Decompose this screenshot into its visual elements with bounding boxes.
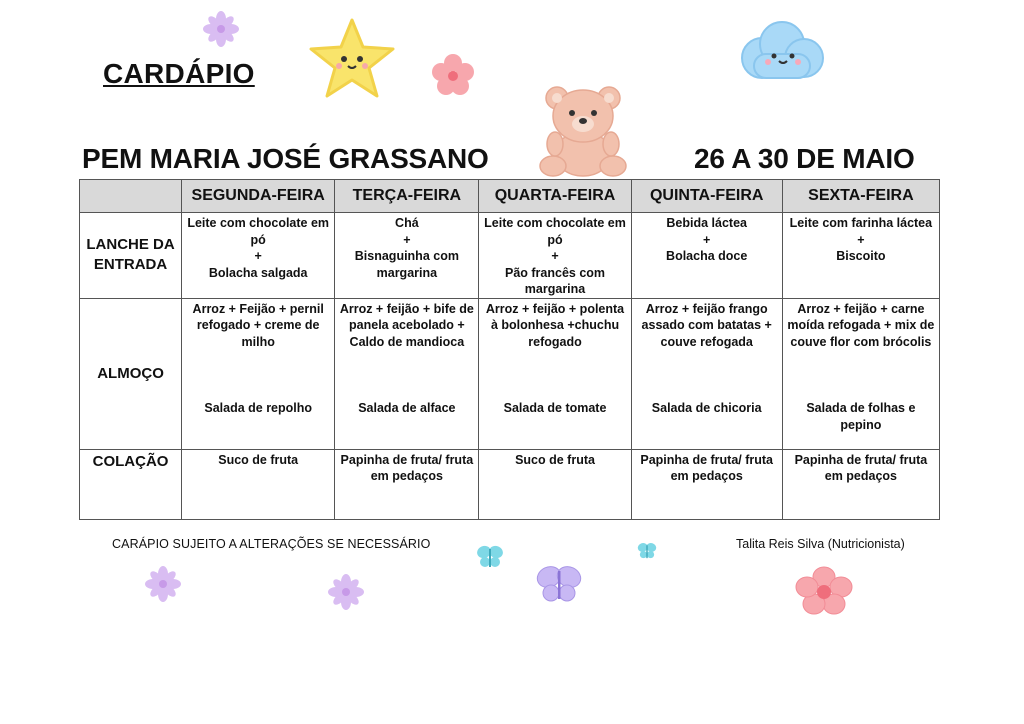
row-label: LANCHE DA ENTRADA	[80, 213, 182, 299]
flower-icon	[795, 566, 853, 616]
date-range: 26 A 30 DE MAIO	[694, 143, 915, 174]
row-label: ALMOÇO	[80, 298, 182, 449]
day-header: TERÇA-FEIRA	[335, 180, 479, 213]
menu-cell: Papinha de fruta/ fruta em pedaços	[335, 449, 479, 519]
menu-cell: Arroz + feijão + carne moída refogada + mix de couve flor com brócolis Salada de folhas e pepino	[782, 298, 939, 449]
day-header: SEGUNDA-FEIRA	[182, 180, 335, 213]
menu-cell: Suco de fruta	[479, 449, 631, 519]
butterfly-icon	[536, 563, 582, 605]
day-header: QUINTA-FEIRA	[631, 180, 782, 213]
menu-cell: Arroz + feijão frango assado com batatas + couve refogada Salada de chicoria	[631, 298, 782, 449]
menu-cell: Bebida láctea + Bolacha doce	[631, 213, 782, 299]
flower-icon	[328, 574, 364, 610]
cloud-icon	[732, 18, 828, 88]
menu-cell: Arroz + feijão + polenta à bolonhesa +chuchu refogado Salada de tomate	[479, 298, 631, 449]
menu-cell: Papinha de fruta/ fruta em pedaços	[631, 449, 782, 519]
day-header: SEXTA-FEIRA	[782, 180, 939, 213]
menu-cell: Suco de fruta	[182, 449, 335, 519]
flower-icon	[203, 11, 239, 47]
table-header-row	[80, 180, 940, 213]
menu-table	[79, 179, 940, 520]
table-row	[80, 298, 940, 449]
header-corner	[80, 180, 182, 213]
nutritionist-signature: Talita Reis Silva (Nutricionista)	[736, 537, 905, 551]
menu-cell: Leite com chocolate em pó + Bolacha salgada	[182, 213, 335, 299]
star-icon	[308, 17, 396, 99]
school-name: PEM MARIA JOSÉ GRASSANO	[82, 143, 489, 174]
menu-cell: Papinha de fruta/ fruta em pedaços	[782, 449, 939, 519]
menu-cell: Leite com farinha láctea + Biscoito	[782, 213, 939, 299]
menu-cell: Chá + Bisnaguinha com margarina	[335, 213, 479, 299]
row-label: COLAÇÃO	[80, 449, 182, 519]
page-title: CARDÁPIO	[103, 58, 255, 89]
day-header: QUARTA-FEIRA	[479, 180, 631, 213]
butterfly-icon	[636, 541, 658, 561]
table-row	[80, 449, 940, 519]
menu-cell: Leite com chocolate em pó + Pão francês com margarina	[479, 213, 631, 299]
menu-cell: Arroz + Feijão + pernil refogado + creme de milho Salada de repolho	[182, 298, 335, 449]
butterfly-icon	[476, 543, 504, 571]
table-row	[80, 213, 940, 299]
flower-icon	[431, 53, 475, 97]
menu-cell: Arroz + feijão + bife de panela acebolado + Caldo de mandioca Salada de alface	[335, 298, 479, 449]
teddy-bear-icon	[535, 82, 631, 178]
disclaimer-note: CARÁPIO SUJEITO A ALTERAÇÕES SE NECESSÁRIO	[112, 537, 431, 551]
flower-icon	[145, 566, 181, 602]
